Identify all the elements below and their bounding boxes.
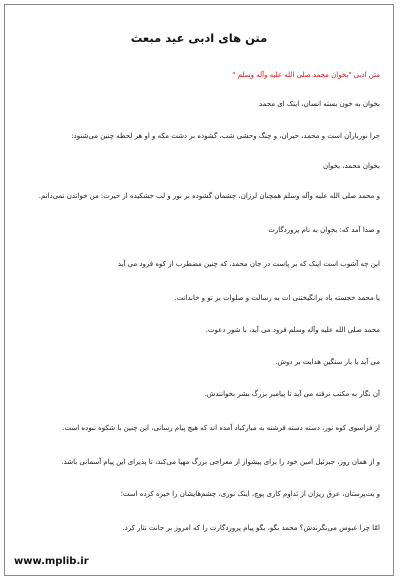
paragraph: و صدا آمد که: بخوان به نام پروردگارت (268, 226, 380, 234)
paragraph: بخوان محمد، بخوان (322, 162, 380, 170)
paragraph: آن نگار به مکتب نرفته می آید تا پیامبر بزرگ بشر بخوانندش. (204, 390, 380, 398)
document-page (4, 4, 394, 576)
page-title: متن های ادبی عید مبعث (130, 31, 268, 45)
paragraph: و محمد صلی الله علیه وآله وسلم همچنان لرزان، چشمان گشوده بر نور و لب خشکیده از حیرت: من خواندن نمی‌دانم. (38, 192, 380, 200)
paragraph: و از همان روز، جبرئیل امین خود را برای پیشواز از معراجی بزرگ مهیا می‌کند، تا پذیرای این پیام آسمانی باشد. (61, 458, 380, 466)
paragraph: از فراسوی کوه نور، دسته دسته فرشته به مبارکباد آمده اند که هیچ پیام رسانی، این چنین با شکوه نبوده است. (62, 424, 380, 432)
subtitle: متن ادبی "بخوان محمد صلی الله علیه وآله وسلم " (232, 71, 380, 79)
paragraph: امّا چرا عبوس می‌نگرندش؟ محمد بگو، بگو پیام پروردگارت را که امروز بر جانت نثار کرد. (122, 524, 380, 532)
paragraph: و بت‌پرستان، عرق ریزان از تداوم کاری پوچ، اینک نوری، چشم‌هایشان را خیره کرده است؛ (120, 490, 380, 498)
paragraph: حرا نوربارآن است و محمد، حیران، و چنگ وحشی شب، گشوده بر دشت مکه و او هر لحظه چنین می‌شنود: (71, 132, 380, 140)
document-body (5, 5, 393, 575)
site-url: www.mplib.ir (14, 556, 89, 567)
paragraph: بخوان به خون بسته انسان، اینک ای محمد (259, 100, 380, 108)
paragraph: این چه آشوب است اینک که بر پاست در جان محمد، که چنین مضطرب از کوه فرود می آید (117, 260, 380, 268)
paragraph: یا محمد خجسته باد برانگیختنی ات به رسالت و صلوات بر تو و خاندانت. (174, 294, 380, 302)
paragraph: می آید با بار سنگین هدایت بر دوش. (275, 358, 380, 366)
paragraph: محمد صلی الله علیه وآله وسلم فرود می آید، با شور دعوت. (205, 326, 380, 334)
